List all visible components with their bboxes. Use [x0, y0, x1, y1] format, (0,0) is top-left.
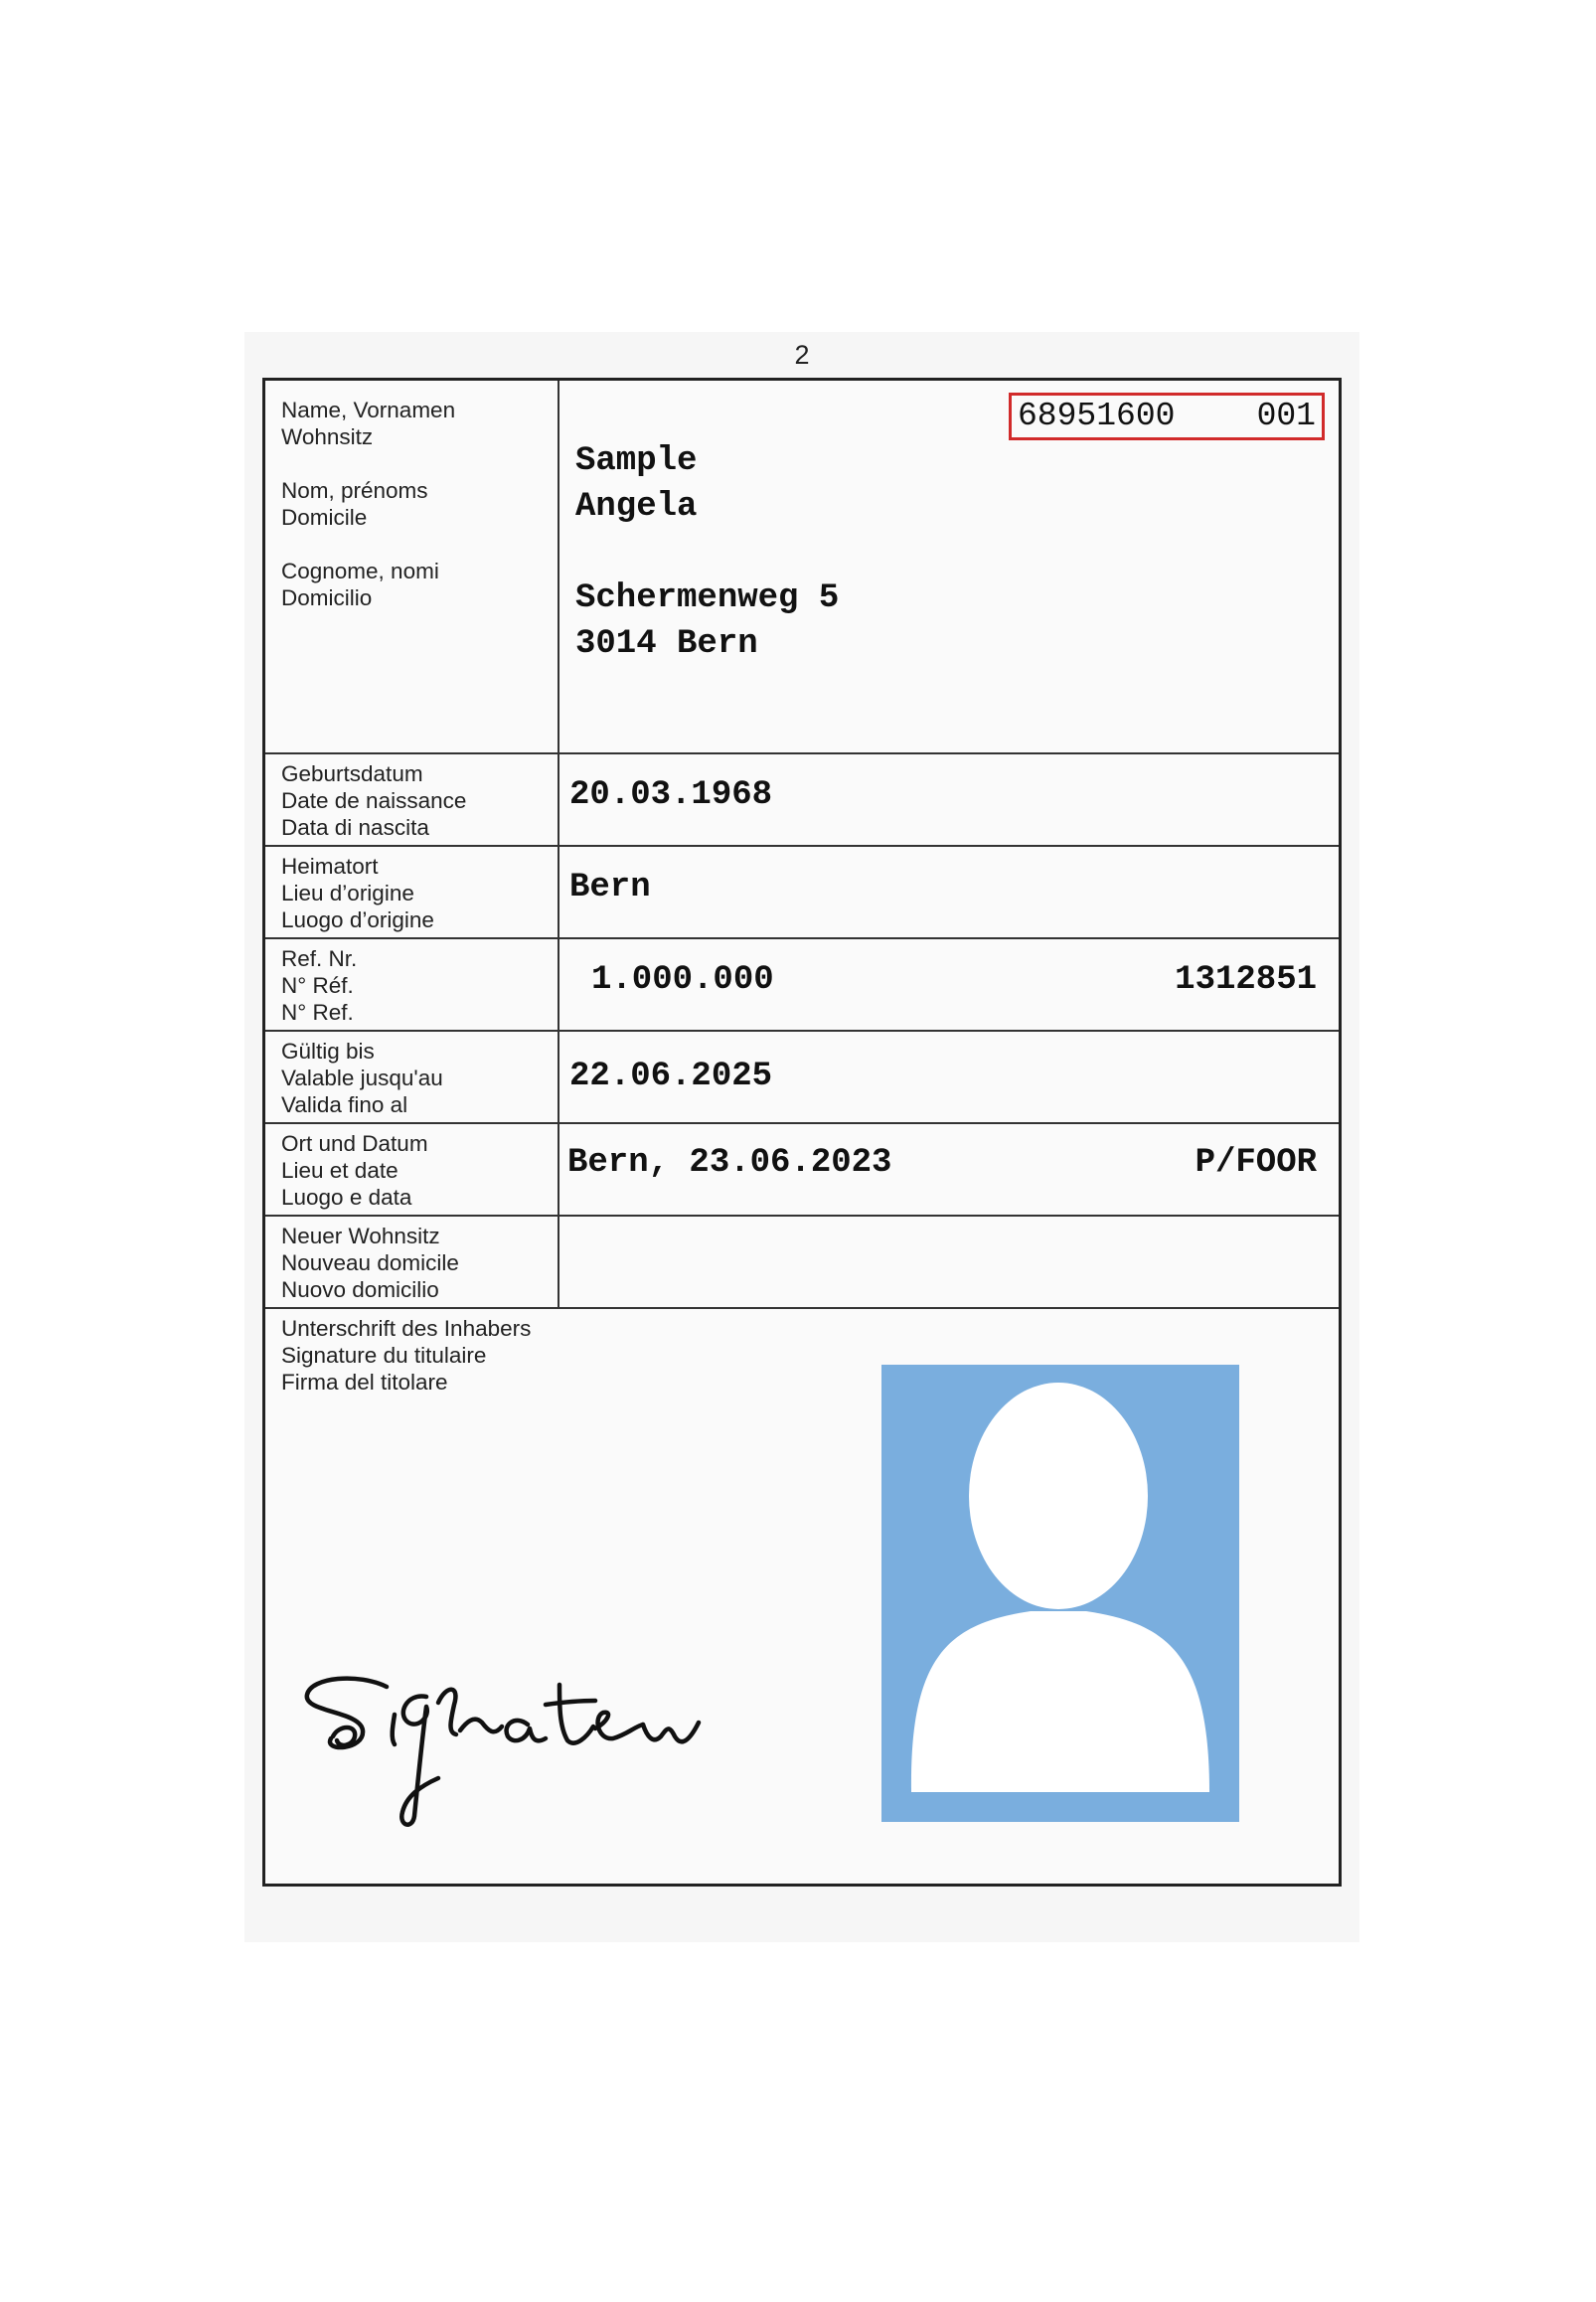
label-line: N° Ref. [281, 1000, 354, 1025]
label-line: Date de naissance [281, 788, 467, 813]
person-silhouette-icon [881, 1365, 1239, 1822]
label-line: N° Réf. [281, 973, 354, 998]
label-line: Domicilio [281, 585, 373, 610]
label-line: Wohnsitz [281, 424, 374, 449]
label-line: Lieu et date [281, 1158, 399, 1183]
label-line: Unterschrift des Inhabers [281, 1316, 532, 1341]
label-line: Nouveau domicile [281, 1250, 459, 1275]
row-birth-date [265, 754, 1339, 847]
label-place-of-origin [265, 847, 559, 937]
label-line: Neuer Wohnsitz [281, 1224, 440, 1248]
place-date-code: P/FOOR [1195, 1144, 1317, 1182]
label-line: Cognome, nomi [281, 559, 439, 583]
label-line: Nom, prénoms [281, 478, 428, 503]
label-line: Geburtsdatum [281, 761, 423, 786]
page-number: 2 [794, 340, 810, 370]
holder-photo [881, 1365, 1239, 1822]
document-number-suffix: 001 [1256, 398, 1316, 434]
label-line: Valida fino al [281, 1092, 408, 1117]
label-birth-date [265, 754, 559, 845]
label-place-date [265, 1124, 559, 1215]
label-line: Lieu d’origine [281, 881, 414, 905]
label-valid-until [265, 1032, 559, 1122]
reference-code: 1312851 [1175, 961, 1317, 999]
document-sheet [244, 332, 1359, 1942]
row-new-address [265, 1217, 1339, 1309]
label-line: Data di nascita [281, 815, 429, 840]
reference-value: 1.000.000 [591, 961, 774, 999]
label-line: Nuovo domicilio [281, 1277, 439, 1302]
row-place-date [265, 1124, 1339, 1217]
surname-value: Sample [575, 442, 698, 480]
label-line: Domicile [281, 505, 368, 530]
label-reference [265, 939, 559, 1030]
street-value: Schermenweg 5 [575, 579, 840, 617]
label-line: Valable jusqu'au [281, 1066, 443, 1090]
handwritten-signature [299, 1667, 736, 1846]
document-number [1009, 393, 1325, 440]
row-name-address [265, 381, 1339, 754]
label-name-address [265, 381, 559, 752]
label-line: Heimatort [281, 854, 379, 879]
label-line: Gültig bis [281, 1039, 375, 1064]
row-reference [265, 939, 1339, 1032]
city-value: 3014 Bern [575, 625, 758, 663]
place-date-value: Bern, 23.06.2023 [567, 1144, 892, 1182]
label-line: Ort und Datum [281, 1131, 428, 1156]
label-line: Ref. Nr. [281, 946, 358, 971]
place-of-origin-value: Bern [569, 869, 651, 906]
label-new-address [265, 1217, 559, 1307]
row-place-of-origin [265, 847, 1339, 939]
signature-area [265, 1309, 1339, 1884]
label-line: Name, Vornamen [281, 398, 456, 422]
id-card [262, 378, 1342, 1887]
valid-until-value: 22.06.2025 [569, 1058, 773, 1095]
label-line: Luogo e data [281, 1185, 412, 1210]
birth-date-value: 20.03.1968 [569, 776, 773, 814]
label-line: Luogo d’origine [281, 907, 434, 932]
given-name-value: Angela [575, 488, 698, 526]
label-signature [281, 1315, 531, 1396]
label-line: Firma del titolare [281, 1370, 448, 1395]
label-line: Signature du titulaire [281, 1343, 487, 1368]
document-number-primary: 68951600 [1018, 398, 1176, 434]
row-valid-until [265, 1032, 1339, 1124]
